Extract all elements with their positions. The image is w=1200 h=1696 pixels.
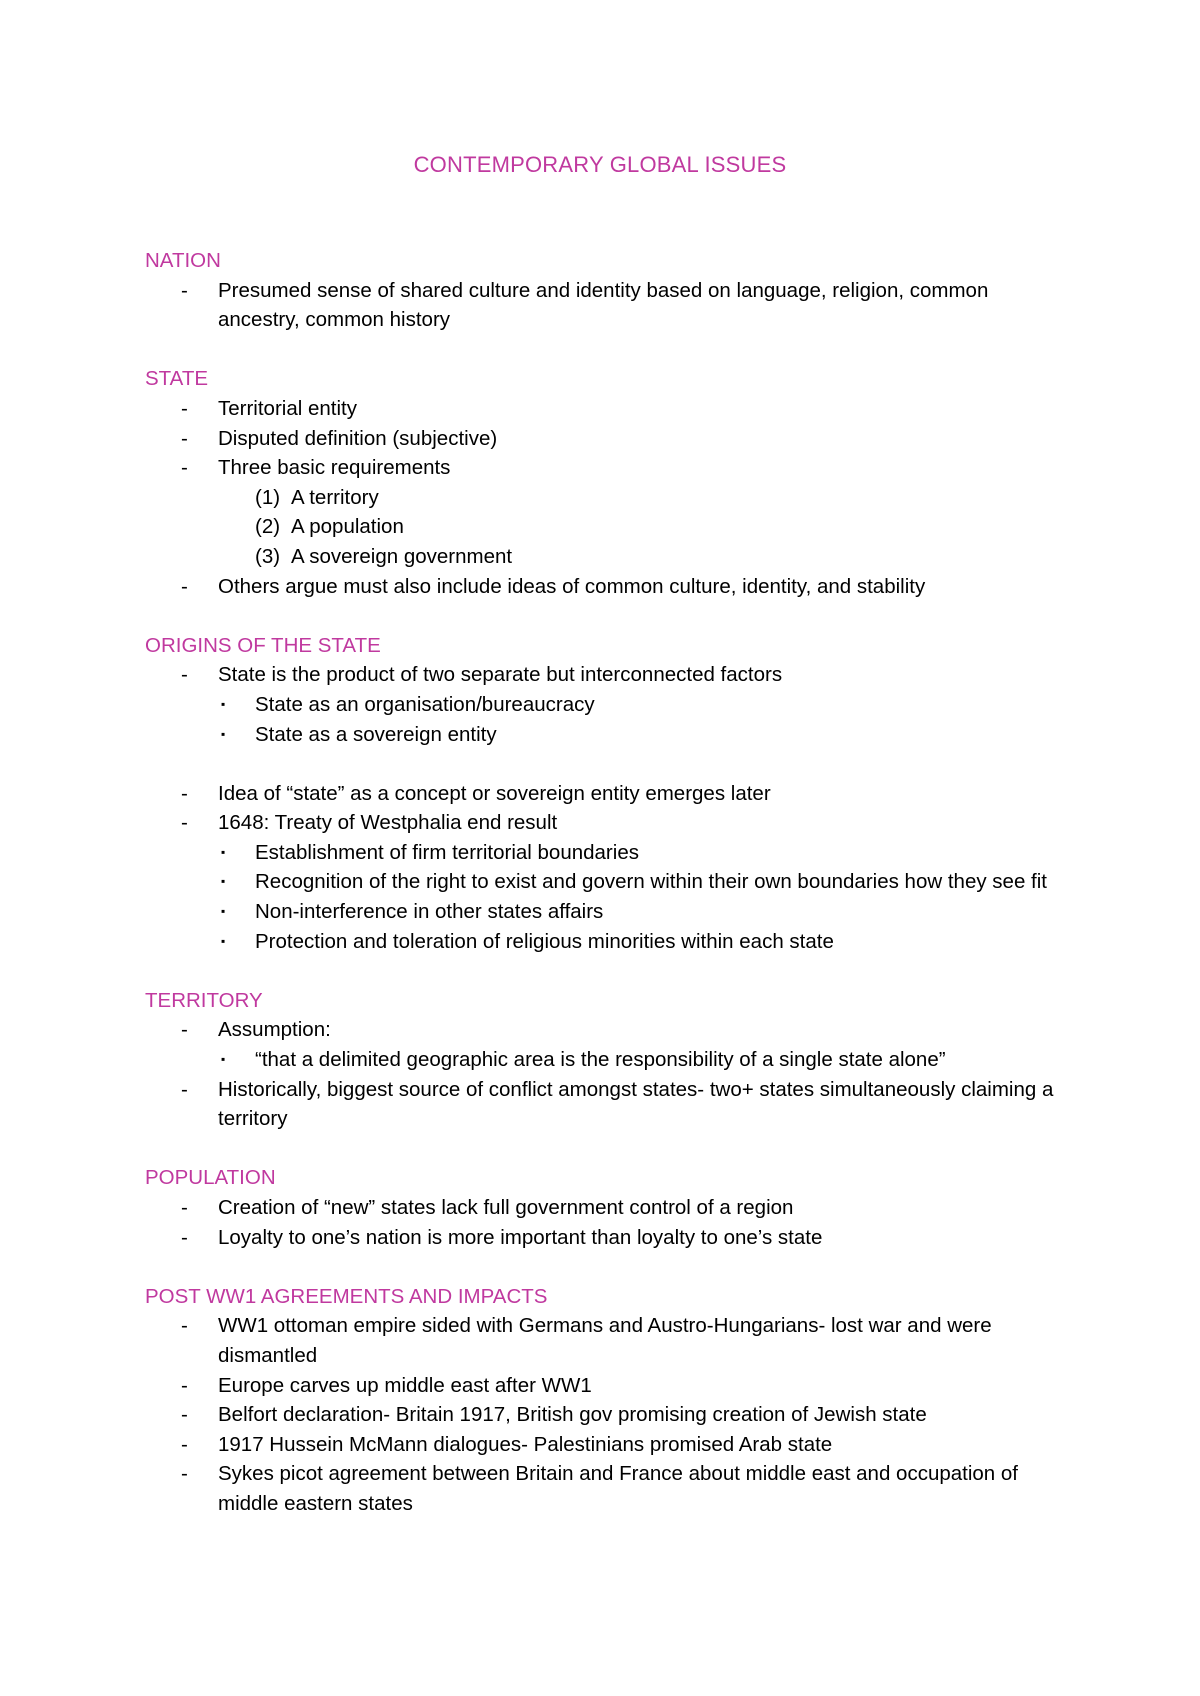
section-heading-post-ww1: POST WW1 AGREEMENTS AND IMPACTS bbox=[145, 1284, 548, 1308]
item-text: Historically, biggest source of conflict amongst states- two+ states simultaneously claiming a territory bbox=[218, 1077, 1054, 1131]
bullet-marker: ▪ bbox=[221, 933, 226, 948]
section-heading-origins: ORIGINS OF THE STATE bbox=[145, 633, 381, 657]
item-text: Disputed definition (subjective) bbox=[218, 426, 498, 450]
dash-marker: - bbox=[181, 1462, 188, 1486]
document-body bbox=[145, 246, 1075, 1519]
list-item bbox=[145, 779, 1075, 809]
item-text: Others argue must also include ideas of common culture, identity, and stability bbox=[218, 574, 926, 598]
item-text: “that a delimited geographic area is the responsibility of a single state alone” bbox=[255, 1048, 946, 1072]
dash-marker: - bbox=[181, 781, 188, 805]
dash-marker: - bbox=[181, 1314, 188, 1338]
item-text: Presumed sense of shared culture and identity based on language, religion, common ancestry, common history bbox=[218, 278, 989, 332]
numbered-item bbox=[145, 512, 1075, 542]
list-item bbox=[145, 453, 1075, 483]
item-text: Establishment of firm territorial boundaries bbox=[255, 840, 639, 864]
item-text: Creation of “new” states lack full government control of a region bbox=[218, 1196, 794, 1219]
sub-item bbox=[145, 720, 1075, 750]
numbered-item bbox=[145, 542, 1075, 572]
item-text: Assumption: bbox=[218, 1018, 331, 1042]
sub-item bbox=[145, 927, 1075, 957]
item-text: A territory bbox=[291, 485, 379, 509]
list-item bbox=[145, 660, 1075, 690]
dash-marker: - bbox=[181, 663, 188, 687]
list-item bbox=[145, 394, 1075, 424]
dash-marker: - bbox=[181, 426, 188, 450]
list-item bbox=[145, 1223, 1075, 1253]
item-text: State as a sovereign entity bbox=[255, 722, 497, 746]
list-item bbox=[145, 1371, 1075, 1401]
list-item bbox=[145, 1193, 1075, 1223]
dash-marker: - bbox=[181, 456, 188, 480]
item-text: State as an organisation/bureaucracy bbox=[255, 692, 595, 716]
section-heading-territory: TERRITORY bbox=[145, 988, 263, 1012]
dash-marker: - bbox=[181, 1373, 188, 1397]
dash-marker: - bbox=[181, 1077, 188, 1101]
list-item bbox=[145, 1311, 1075, 1370]
dash-marker: - bbox=[181, 574, 188, 598]
bullet-marker: ▪ bbox=[221, 1052, 226, 1067]
list-item bbox=[145, 276, 1075, 335]
dash-marker: - bbox=[181, 1018, 188, 1042]
numbered-item bbox=[145, 483, 1075, 513]
item-text: State is the product of two separate but interconnected factors bbox=[218, 663, 783, 687]
list-item bbox=[145, 424, 1075, 454]
bullet-marker: ▪ bbox=[221, 874, 226, 889]
item-number: (2) bbox=[255, 515, 281, 539]
dash-marker: - bbox=[181, 278, 188, 302]
item-text: Idea of “state” as a concept or sovereign entity emerges later bbox=[218, 781, 771, 805]
dash-marker: - bbox=[181, 1196, 188, 1219]
dash-marker: - bbox=[181, 1225, 188, 1249]
item-text: Three basic requirements bbox=[218, 456, 451, 480]
item-text: Sykes picot agreement between Britain and France about middle east and occupation of middle eastern states bbox=[218, 1462, 1018, 1515]
item-number: (3) bbox=[255, 544, 281, 568]
dash-marker: - bbox=[181, 1403, 188, 1427]
item-text: Protection and toleration of religious minorities within each state bbox=[255, 929, 834, 953]
list-item bbox=[145, 1400, 1075, 1430]
bullet-marker: ▪ bbox=[221, 844, 226, 859]
list-item bbox=[145, 1430, 1075, 1460]
bullet-marker: ▪ bbox=[221, 696, 226, 711]
item-text: Europe carves up middle east after WW1 bbox=[218, 1373, 592, 1397]
item-text: 1917 Hussein McMann dialogues- Palestinians promised Arab state bbox=[218, 1432, 833, 1456]
section-heading-nation: NATION bbox=[145, 249, 221, 272]
dash-marker: - bbox=[181, 1432, 188, 1456]
list-item bbox=[145, 1075, 1075, 1134]
bullet-marker: ▪ bbox=[221, 726, 226, 741]
document-title: CONTEMPORARY GLOBAL ISSUES bbox=[413, 152, 787, 177]
list-item bbox=[145, 1015, 1075, 1045]
dash-marker: - bbox=[181, 811, 188, 835]
list-item bbox=[145, 1459, 1075, 1518]
section-heading-population: POPULATION bbox=[145, 1166, 276, 1190]
section-heading-state: STATE bbox=[145, 367, 209, 391]
dash-marker: - bbox=[181, 396, 188, 420]
sub-item bbox=[145, 897, 1075, 927]
item-text: 1648: Treaty of Westphalia end result bbox=[218, 811, 558, 835]
item-text: Non-interference in other states affairs bbox=[255, 900, 604, 924]
list-item bbox=[145, 572, 1075, 602]
sub-item bbox=[145, 1045, 1075, 1075]
item-text: WW1 ottoman empire sided with Germans and Austro-Hungarians- lost war and were dismantled bbox=[218, 1314, 992, 1367]
item-text: A sovereign government bbox=[291, 544, 513, 568]
bullet-marker: ▪ bbox=[221, 904, 226, 919]
item-text: Loyalty to one’s nation is more important than loyalty to one’s state bbox=[218, 1225, 823, 1249]
list-item bbox=[145, 808, 1075, 838]
item-text: Territorial entity bbox=[218, 396, 357, 420]
item-text: Belfort declaration- Britain 1917, British gov promising creation of Jewish state bbox=[218, 1403, 927, 1427]
sub-item bbox=[145, 867, 1075, 897]
item-number: (1) bbox=[255, 485, 281, 509]
item-text: A population bbox=[291, 515, 404, 539]
item-text: Recognition of the right to exist and govern within their own boundaries how they see fit bbox=[255, 870, 1047, 894]
sub-item bbox=[145, 690, 1075, 720]
sub-item bbox=[145, 838, 1075, 868]
